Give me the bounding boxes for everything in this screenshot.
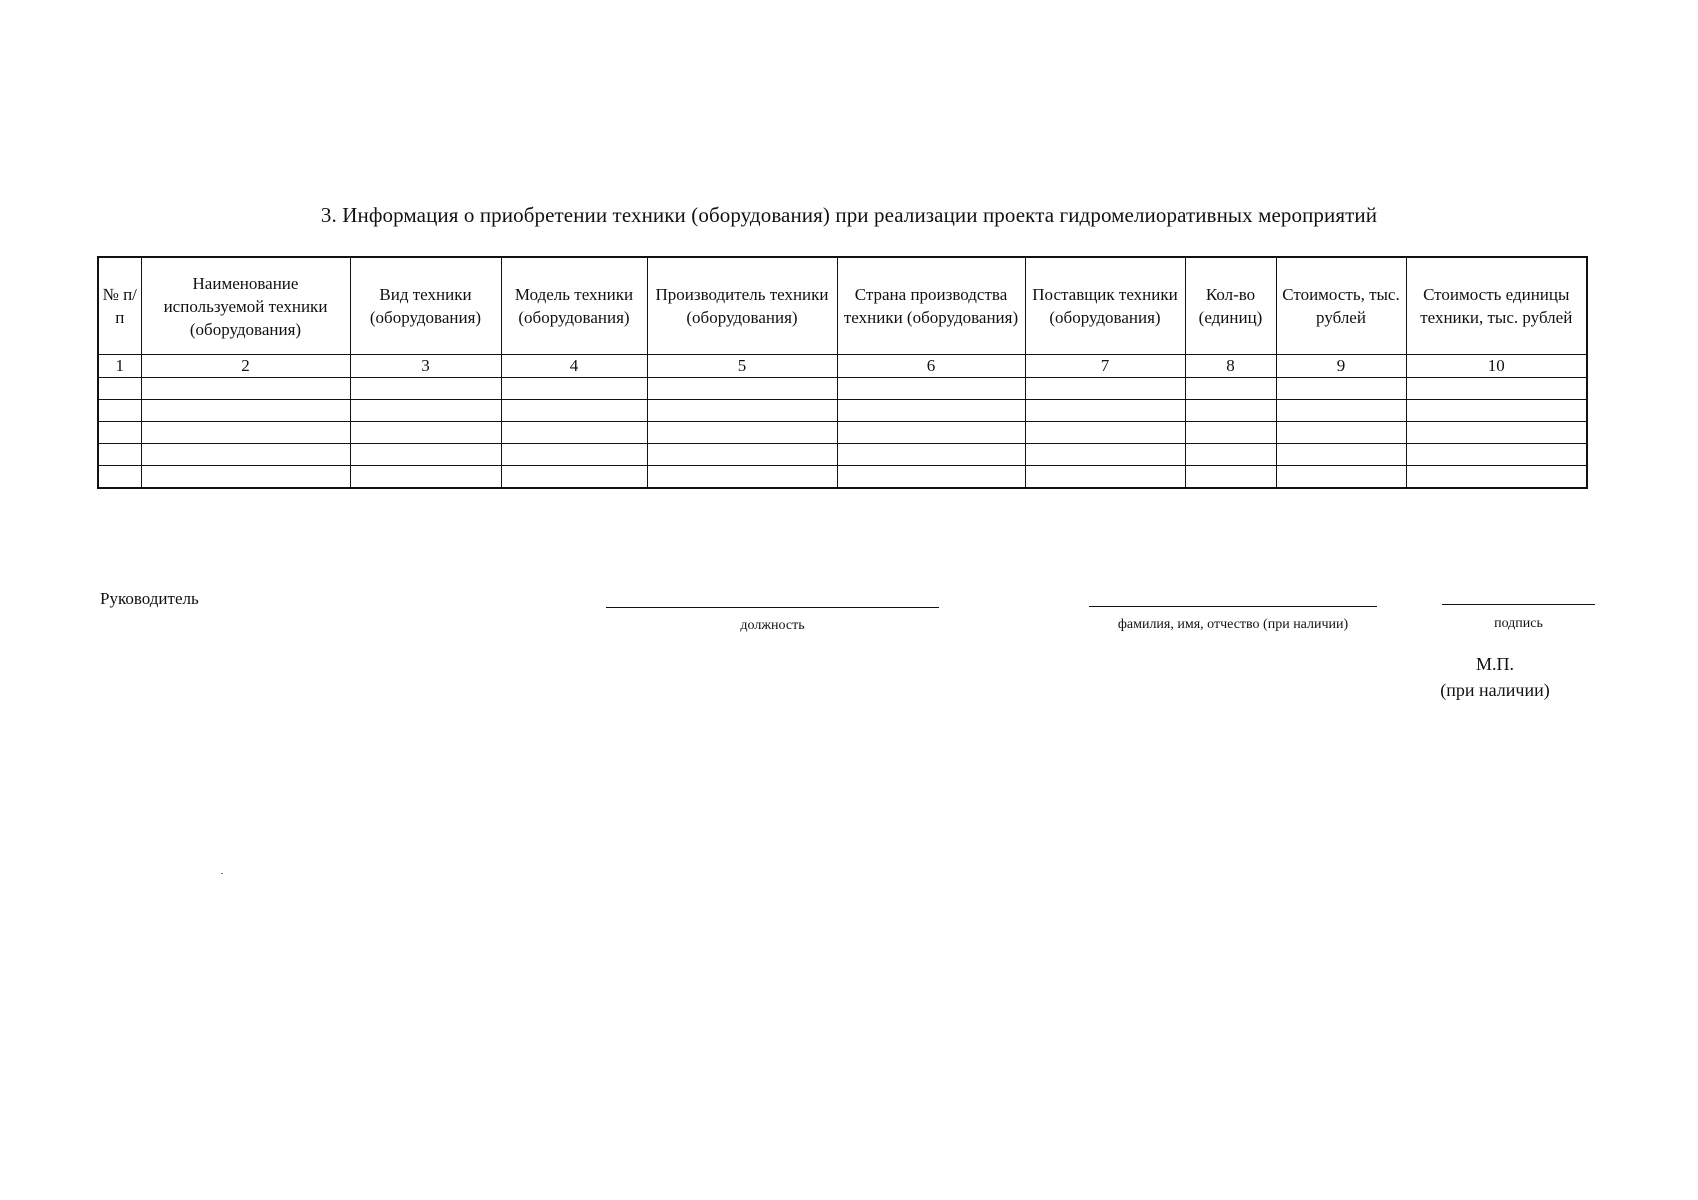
signature-line[interactable] <box>1442 604 1595 605</box>
full-name-caption: фамилия, имя, отчество (при наличии) <box>1117 617 1349 632</box>
signature-caption: подпись <box>1494 616 1543 631</box>
table-cell[interactable] <box>1276 466 1406 489</box>
column-number-row <box>98 355 1587 378</box>
column-number-cell: 9 <box>1276 355 1406 378</box>
table-cell[interactable] <box>141 400 350 422</box>
table-cell[interactable] <box>98 422 141 444</box>
table-header-row <box>98 257 1587 355</box>
table-row <box>98 400 1587 422</box>
table-cell[interactable] <box>1025 400 1185 422</box>
table-cell[interactable] <box>501 444 647 466</box>
column-number-cell: 4 <box>501 355 647 378</box>
stamp-label: М.П. <box>1475 654 1514 674</box>
table-cell[interactable] <box>1025 378 1185 400</box>
header-cell-cost: Стоимость, тыс. рублей <box>1276 257 1406 355</box>
header-cell-equipment-type: Вид техники (оборудования) <box>350 257 501 355</box>
document-title: 3. Информация о приобретении техники (оборудования) при реализации проекта гидромелиоративных мероприятий <box>320 203 1378 227</box>
table-cell[interactable] <box>1025 466 1185 489</box>
table-cell[interactable] <box>98 400 141 422</box>
table-cell[interactable] <box>647 422 837 444</box>
table-cell[interactable] <box>837 466 1025 489</box>
signatory-role-label: Руководитель <box>100 589 199 608</box>
header-cell-unit-cost: Стоимость единицы техники, тыс. рублей <box>1406 257 1587 355</box>
equipment-table <box>97 256 1588 489</box>
table-cell[interactable] <box>141 444 350 466</box>
header-cell-number: № п/п <box>98 257 141 355</box>
table-cell[interactable] <box>837 422 1025 444</box>
table-cell[interactable] <box>647 444 837 466</box>
table-cell[interactable] <box>1276 400 1406 422</box>
table-cell[interactable] <box>1406 444 1587 466</box>
column-number-cell: 8 <box>1185 355 1276 378</box>
table-cell[interactable] <box>1276 422 1406 444</box>
stamp-note: (при наличии) <box>1440 680 1550 700</box>
table-cell[interactable] <box>1406 378 1587 400</box>
table-row <box>98 444 1587 466</box>
header-cell-equipment-name: Наименование используемой техники (оборудования) <box>141 257 350 355</box>
table-cell[interactable] <box>501 422 647 444</box>
table-cell[interactable] <box>98 444 141 466</box>
table-cell[interactable] <box>647 466 837 489</box>
table-row <box>98 466 1587 489</box>
table-cell[interactable] <box>647 400 837 422</box>
table-cell[interactable] <box>141 422 350 444</box>
position-caption: должность <box>740 618 805 633</box>
table-cell[interactable] <box>350 444 501 466</box>
table-cell[interactable] <box>1276 444 1406 466</box>
table-cell[interactable] <box>501 378 647 400</box>
header-cell-country: Страна производства техники (оборудования) <box>837 257 1025 355</box>
column-number-cell: 7 <box>1025 355 1185 378</box>
table-cell[interactable] <box>1185 422 1276 444</box>
stamp-placeholder <box>1420 651 1570 703</box>
table-cell[interactable] <box>837 400 1025 422</box>
table-cell[interactable] <box>350 378 501 400</box>
table-cell[interactable] <box>1406 466 1587 489</box>
table-cell[interactable] <box>141 378 350 400</box>
header-cell-model: Модель техники (оборудования) <box>501 257 647 355</box>
scan-speck <box>221 873 223 874</box>
header-cell-manufacturer: Производитель техники (оборудования) <box>647 257 837 355</box>
table-cell[interactable] <box>1406 400 1587 422</box>
table-cell[interactable] <box>98 466 141 489</box>
column-number-cell: 3 <box>350 355 501 378</box>
table-cell[interactable] <box>141 466 350 489</box>
table-cell[interactable] <box>1025 422 1185 444</box>
full-name-line[interactable] <box>1089 606 1377 607</box>
table-cell[interactable] <box>98 378 141 400</box>
column-number-cell: 10 <box>1406 355 1587 378</box>
column-number-cell: 1 <box>98 355 141 378</box>
table-cell[interactable] <box>350 466 501 489</box>
column-number-cell: 6 <box>837 355 1025 378</box>
column-number-cell: 5 <box>647 355 837 378</box>
table-cell[interactable] <box>837 444 1025 466</box>
table-cell[interactable] <box>1185 400 1276 422</box>
table-cell[interactable] <box>1185 378 1276 400</box>
table-cell[interactable] <box>501 400 647 422</box>
table-cell[interactable] <box>350 422 501 444</box>
table-cell[interactable] <box>837 378 1025 400</box>
table-cell[interactable] <box>1276 378 1406 400</box>
table-cell[interactable] <box>1025 444 1185 466</box>
table-cell[interactable] <box>1185 466 1276 489</box>
header-cell-supplier: Поставщик техники (оборудования) <box>1025 257 1185 355</box>
table-cell[interactable] <box>350 400 501 422</box>
table-cell[interactable] <box>647 378 837 400</box>
table-row <box>98 378 1587 400</box>
position-line[interactable] <box>606 607 939 608</box>
table-cell[interactable] <box>1406 422 1587 444</box>
header-cell-quantity: Кол-во (единиц) <box>1185 257 1276 355</box>
table-cell[interactable] <box>1185 444 1276 466</box>
table-cell[interactable] <box>501 466 647 489</box>
column-number-cell: 2 <box>141 355 350 378</box>
table-row <box>98 422 1587 444</box>
